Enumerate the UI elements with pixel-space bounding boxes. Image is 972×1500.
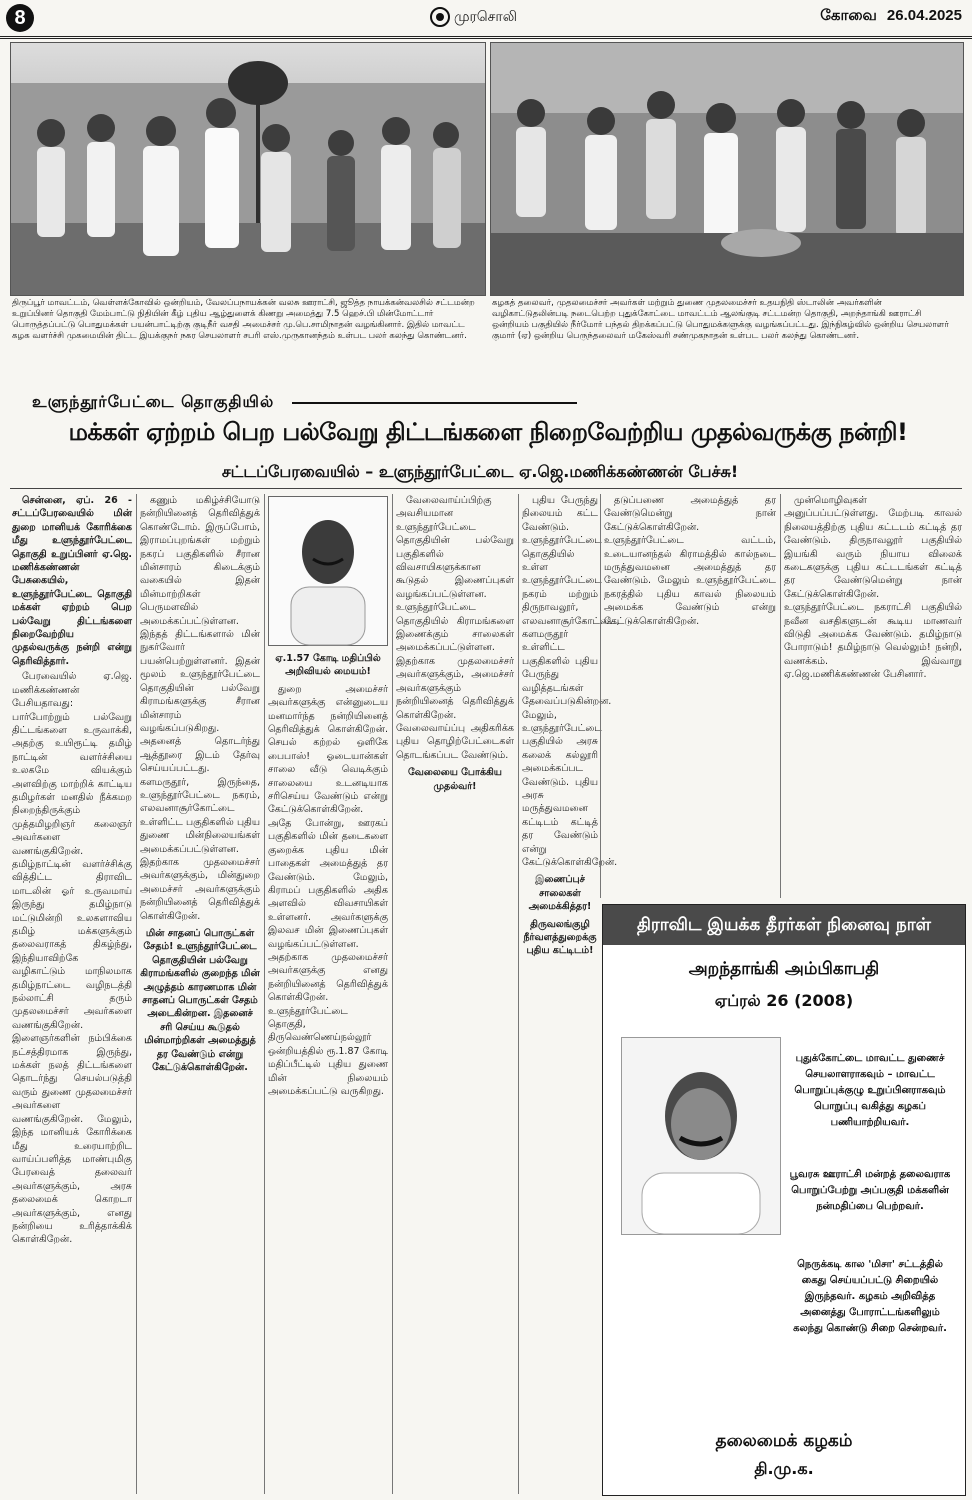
column-text: முன்மொழிவுகள் அனுப்பப்பட்டுள்ளது. மேற்படி காவல் நிலையத்திற்கு புதிய கட்டடம் கட்டித் தர வேண்டும். திருநாவலூர் பகுதியில் இயங்கி வரும் நியாய விலைக் கடைகளுக்கு புதிய கட்டடங்கள் கட்டித் தர வேண்டுமென்று நான் கேட்டுக்கொள்கிறேன். உளுந்தூர்பேட்டை நகராட்சி பகுதியில் நவீன வசதிகளுடன் கூடிய மாணவர் விடுதி அமைக்க வேண்டும். தமிழ்நாடு போராடும்! தமிழ்நாடு வெல்லும்! நன்றி, வணக்கம். இவ்வாறு ஏ.ஜெ.மணிக்கண்ணன் பேசினார். <box>784 495 962 681</box>
article-headline: மக்கள் ஏற்றம் பெற பல்வேறு திட்டங்களை நிறைவேற்றிய முதல்வருக்கு நன்றி! <box>68 418 908 446</box>
photo-caption-left: திருப்பூர் மாவட்டம், வெள்ளக்கோவில் ஒன்றியம், வேலப்பநாயக்கன் வலசு ஊராட்சி, ஜூத்த நாயக்கன்வலசில் சட்டமன்ற உறுப்பினர் தொகுதி மேம்பாட்டு நிதியின் கீழ் புதிய ஆழ்துளைக் கிணறு அமைத்து 7.5 ஹெச்.பி மின்மோட்டார் பொருத்தப்பட்டு பொதுமக்கள் பயன்பாட்டிற்கு குடிநீர் வசதி அமைச்சர் மு.பெ.சாமிநாதன் வழங்கினார். இதில் மாவட்ட கழக வளர்ச்சி முகமையின் திட்ட இயக்குநர் நகர செயலாளர் சபரி எஸ்.முருகானந்தம் உள்பட பலர் கலந்து கொண்டனர். <box>12 298 475 341</box>
edition-date: 26.04.2025 <box>886 7 962 24</box>
article-column-2 <box>140 494 260 1494</box>
memorial-banner: திராவிட இயக்க தீரர்கள் நினைவு நாள் <box>603 905 965 945</box>
column-text: துறை அமைச்சர் அவர்களுக்கு என்னுடைய மனமார்ந்த நன்றியினைத் தெரிவித்துக் கொள்கிறேன். செயல் கற்றல் ஒளிகே பைபாஸ்! ஓடையான்கள் சாலை வீடு வெடிக்கும் சாலையை உடனடியாக சரிசெய்ய வேண்டும் என்று கேட்டுக்கொள்கிறேன். அதே போன்று, ஊரகப் பகுதிகளில் மின் தடைகளை குறைக்க புதிய மின் பாதைகள் அமைத்துத் தர வேண்டும். மேலும், கிராமப் பகுதிகளில் அதிக அளவில் விவசாயிகள் உள்ளனர். அவர்களுக்கு இலவச மின் இணைப்புகள் வழங்கப்பட்டுள்ளன. அதற்காக முதலமைச்சர் அவர்களுக்கு எனது நன்றியினைத் தெரிவித்துக் கொள்கிறேன். உளுந்தூர்பேட்டை தொகுதி, திருவெண்ணெய்நல்லூர் ஒன்றியத்தில் ரூ.1.87 கோடி மதிப்பீட்டில் புதிய துணை மின் நிலையம் அமைக்கப்பட்டு வருகிறது. <box>268 683 388 1097</box>
column-rule <box>600 494 601 898</box>
photo-tree-planting <box>10 42 486 296</box>
article-column-6 <box>604 494 776 898</box>
column-text: பேரவையில் ஏ.ஜெ. மணிக்கண்ணன் பேசியதாவது: பார்போற்றும் பல்வேறு திட்டங்களை உருவாக்கி, அதற்கு உயிரூட்டி தமிழ் நாட்டின் வளர்ச்சியை உலகமே வியக்கும் அளவிற்கு மாற்றிக் காட்டிய தமிழர்கள் மனதில் நீக்கமற நிறைந்திருக்கும் முத்தமிழறிஞர் கலைஞர் அவர்களை வணங்குகிறேன். தமிழ்நாட்டின் வளர்ச்சிக்கு வித்திட்ட திராவிட மாடலின் ஓர் உருவமாய் இருந்து தமிழ்நாடு மட்டுமின்றி உலகளாவிய தமிழ் மக்களுக்கும் தலைவராகத் திகழ்ந்து, இந்தியாவிற்கே வழிகாட்டும் மாநிலமாக தமிழ்நாட்டை வழிநடத்தி நல்லாட்சி தரும் முதலமைச்சர் அவர்களை வணங்குகிறேன். இளைஞர்களின் நம்பிக்கை நட்சத்திரமாக இருந்து, மக்கள் நலத் திட்டங்களை தொடர்ந்து செயல்படுத்தி வரும் துணை முதலமைச்சர் அவர்களை வணங்குகிறேன். மேலும், இந்த மானியக் கோரிக்கை மீது உரையாற்றிட வாய்ப்பளித்த மாண்புமிகு பேரவைத் தலைவர் அவர்களுக்கும், அரசு தலைமைக் கொறடா அவர்களுக்கும், எனது நன்றியை உரித்தாக்கிக் கொள்கிறேன். <box>12 671 132 1246</box>
column-text: தடுப்பணை அமைத்துத் தர வேண்டுமென்று நான் கேட்டுக்கொள்கிறேன். உளுந்தூர்பேட்டை வட்டம், உடையானந்தல் கிராமத்தில் கால்நடை மருத்துவமனை அமைத்துத் தர வேண்டும். மேலும் உளுந்தூர்பேட்டை நகரத்தில் புதிய காவல் நிலையம் அமைக்க வேண்டும் என்று கேட்டுக்கொள்கிறேன். <box>604 495 776 627</box>
article-lede: சென்னை, ஏப். 26 - சட்டப்பேரவையில் மின் துறை மானியக் கோரிக்கை மீது உளுந்தூர்பேட்டை தொகுதி உறுப்பினர் ஏ.ஜெ. மணிக்கண்ணன் பேசுகையில், உளுந்தூர்பேட்டை தொகுதி மக்கள் ஏற்றம் பெற பல்வேறு திட்டங்களை நிறைவேற்றிய முதல்வருக்கு நன்றி என்று தெரிவித்தார். <box>12 495 132 667</box>
article-column-4 <box>396 494 514 1494</box>
masthead-title: முரசொலி <box>454 9 517 25</box>
memorial-box <box>602 904 966 1496</box>
dateline <box>810 7 962 26</box>
column-rule <box>780 494 781 898</box>
memorial-name: அறந்தாங்கி அம்பிகாபதி <box>688 959 880 979</box>
column-text: கணும் மகிழ்ச்சியோடு நன்றியினைத் தெரிவித்துக் கொண்டோம். இருப்போம், இராமப்புறங்கள் மற்றும் நகரப் பகுதிகளில் சீரான மின்சாரம் கிடைக்கும் வகையில் இதன் மின்மாற்றிகள் பெருமளவில் அமைக்கப்பட்டுள்ளன. இந்தத் திட்டங்களால் மின் நுகர்வோர் பயன்பெற்றுள்ளனர். இதன் மூலம் உளுந்தூர்பேட்டை தொகுதியின் பல்வேறு கிராமங்களுக்கு சீரான மின்சாரம் வழங்கப்படுகிறது. அதனைத் தொடர்ந்து ஆத்தூரை இடம் தேர்வு செய்யப்பட்டது. களமருதூர், இருந்தை, உளுந்தூர்பேட்டை நகரம், எலவனாசூர்கோட்டை உள்ளிட்ட பகுதிகளில் புதிய துணை மின்நிலையங்கள் அமைக்கப்பட்டுள்ளன. இதற்காக முதலமைச்சர் அவர்களுக்கும், மின்துறை அமைச்சர் அவர்களுக்கும் நன்றியினைத் தெரிவித்துக் கொள்கிறேன். <box>140 495 260 922</box>
photo-caption-right: கழகத் தலைவர், முதலமைச்சர் அவர்கள் மற்றும் துணை முதலமைச்சர் உதயநிதி ஸ்டாலின் அவர்களின் வழிகாட்டுதலின்படி நடைபெற்ற புதுக்கோட்டை மாவட்டம் ஆலங்குடி சட்டமன்ற தொகுதி, அறந்தாங்கி ஊராட்சி ஒன்றியம் பகுதியில் நீர்மோர் பந்தல் திறக்கப்பட்டு பொதுமக்களுக்கு வழங்கப்பட்டது. இந்நிகழ்வில் ஒன்றிய செயலாளர் குமார் (ஏ) ஒன்றிய பெருந்தலைவர் மகேஸ்வரி சண்முகநாதன் உள்பட பலர் கலந்து கொண்டனர். <box>492 298 949 341</box>
column-rule <box>392 494 393 1494</box>
column-rule <box>518 494 519 1494</box>
section-subhead: மின் சாதனப் பொருட்கள் சேதம்! உளுந்தூர்பேட்டை தொகுதியின் பல்வேறு கிராமங்களில் குறைந்த மின் அழுத்தம் காரணமாக மின் சாதனப் பொருட்கள் சேதம் அடைகின்றன. இதனைச் சரி செய்ய கூடுதல் மின்மாற்றிகள் அமைத்துத் தர வேண்டும் என்று கேட்டுக்கொள்கிறேன். <box>140 928 260 1074</box>
memorial-date: ஏப்ரல் 26 (2008) <box>714 991 854 1010</box>
memorial-text-3: நெருக்கடி கால 'மிசா' சட்டத்தில் கைது செய்யப்பட்டு சிறையில் இருந்தவர். கழகம் அறிவித்த அனைத்து போராட்டங்களிலும் கலந்து கொண்டு சிறை சென்றவர். <box>793 1259 947 1334</box>
page-header <box>0 0 972 39</box>
section-subhead: இணைப்புச் சாலைகள் அமைக்கித்தர! <box>528 874 592 913</box>
speaker-portrait <box>268 496 388 646</box>
article-column-5 <box>522 494 620 1494</box>
edition-city: கோவை <box>820 7 877 24</box>
memorial-portrait <box>621 1037 781 1235</box>
page-number: 8 <box>6 4 34 32</box>
column-rule <box>264 494 265 1494</box>
photo-buttermilk-stall <box>490 42 964 296</box>
column-text: வேலைவாய்ப்பிற்கு அவசியமான உளுந்தூர்பேட்டை தொகுதியின் பல்வேறு பகுதிகளில் விவசாயிகளுக்கான கூடுதல் இணைப்புகள் வழங்கப்பட்டுள்ளன. உளுந்தூர்பேட்டை தொகுதியில் கிராமங்களை இணைக்கும் சாலைகள் அமைக்கப்பட்டுள்ளன. இதற்காக முதலமைச்சர் அவர்களுக்கும், அமைச்சர் அவர்களுக்கும் நன்றியினைத் தெரிவித்துக் கொள்கிறேன். வேலைவாய்ப்பு அதிகரிக்க புதிய தொழிற்பேட்டைகள் தொடங்கப்பட வேண்டும். <box>396 495 514 761</box>
article-column-7 <box>784 494 962 898</box>
section-subhead: வேலையை போக்கிய முதல்வர்! <box>408 767 502 792</box>
section-subhead: ஏ.1.57 கோடி மதிப்பில் அறிவியல் மையம்! <box>275 653 381 678</box>
article-kicker: உளுந்தூர்பேட்டை தொகுதியில் <box>32 392 275 411</box>
memorial-signature-1: தலைமைக் கழகம் <box>715 1431 853 1451</box>
memorial-signature-2: தி.மு.க. <box>754 1459 814 1478</box>
masthead <box>430 7 517 27</box>
column-text: புதிய பேருந்து நிலையம் கட்ட வேண்டும். உளுந்தூர்பேட்டை தொகுதியில் உள்ள உளுந்தூர்பேட்டை நகரம் மற்றும் திருநாவலூர், எலவனாசூர்கோட்டை, களமருதூர் உள்ளிட்ட பகுதிகளில் புதிய பேருந்து வழித்தடங்கள் தேவைப்படுகின்றன. மேலும், உளுந்தூர்பேட்டை பகுதியில் அரசு கலைக் கல்லூரி அமைக்கப்பட வேண்டும். புதிய அரசு மருத்துவமனை கட்டிடம் கட்டித் தர வேண்டும் என்று கேட்டுக்கொள்கிறேன். <box>522 495 620 868</box>
article-column-3 <box>268 648 388 1494</box>
memorial-text-1: புதுக்கோட்டை மாவட்ட துணைச் செயலாளராகவும் – மாவட்ட பொறுப்புக்குழு உறுப்பினராகவும் பொறுப்பு வகித்து கழகப் பணியாற்றியவர். <box>794 1053 946 1128</box>
memorial-text-2: பூவரசு ஊராட்சி மன்றத் தலைவராக பொறுப்பேற்று அப்பகுதி மக்களின் நன்மதிப்பை பெற்றவர். <box>789 1169 951 1212</box>
divider <box>10 488 962 489</box>
article-subhead: சட்டப்பேரவையில் – உளுந்தூர்பேட்டை ஏ.ஜெ.மணிக்கண்ணன் பேச்சு! <box>221 462 739 481</box>
kicker-rule <box>292 402 577 404</box>
rising-sun-icon <box>430 7 450 27</box>
column-rule <box>136 494 137 1494</box>
article-column-1 <box>12 494 132 1494</box>
section-subhead: திருவலங்குழி நீர்வளத்துறைக்கு புதிய கட்டிடம்! <box>523 918 597 957</box>
